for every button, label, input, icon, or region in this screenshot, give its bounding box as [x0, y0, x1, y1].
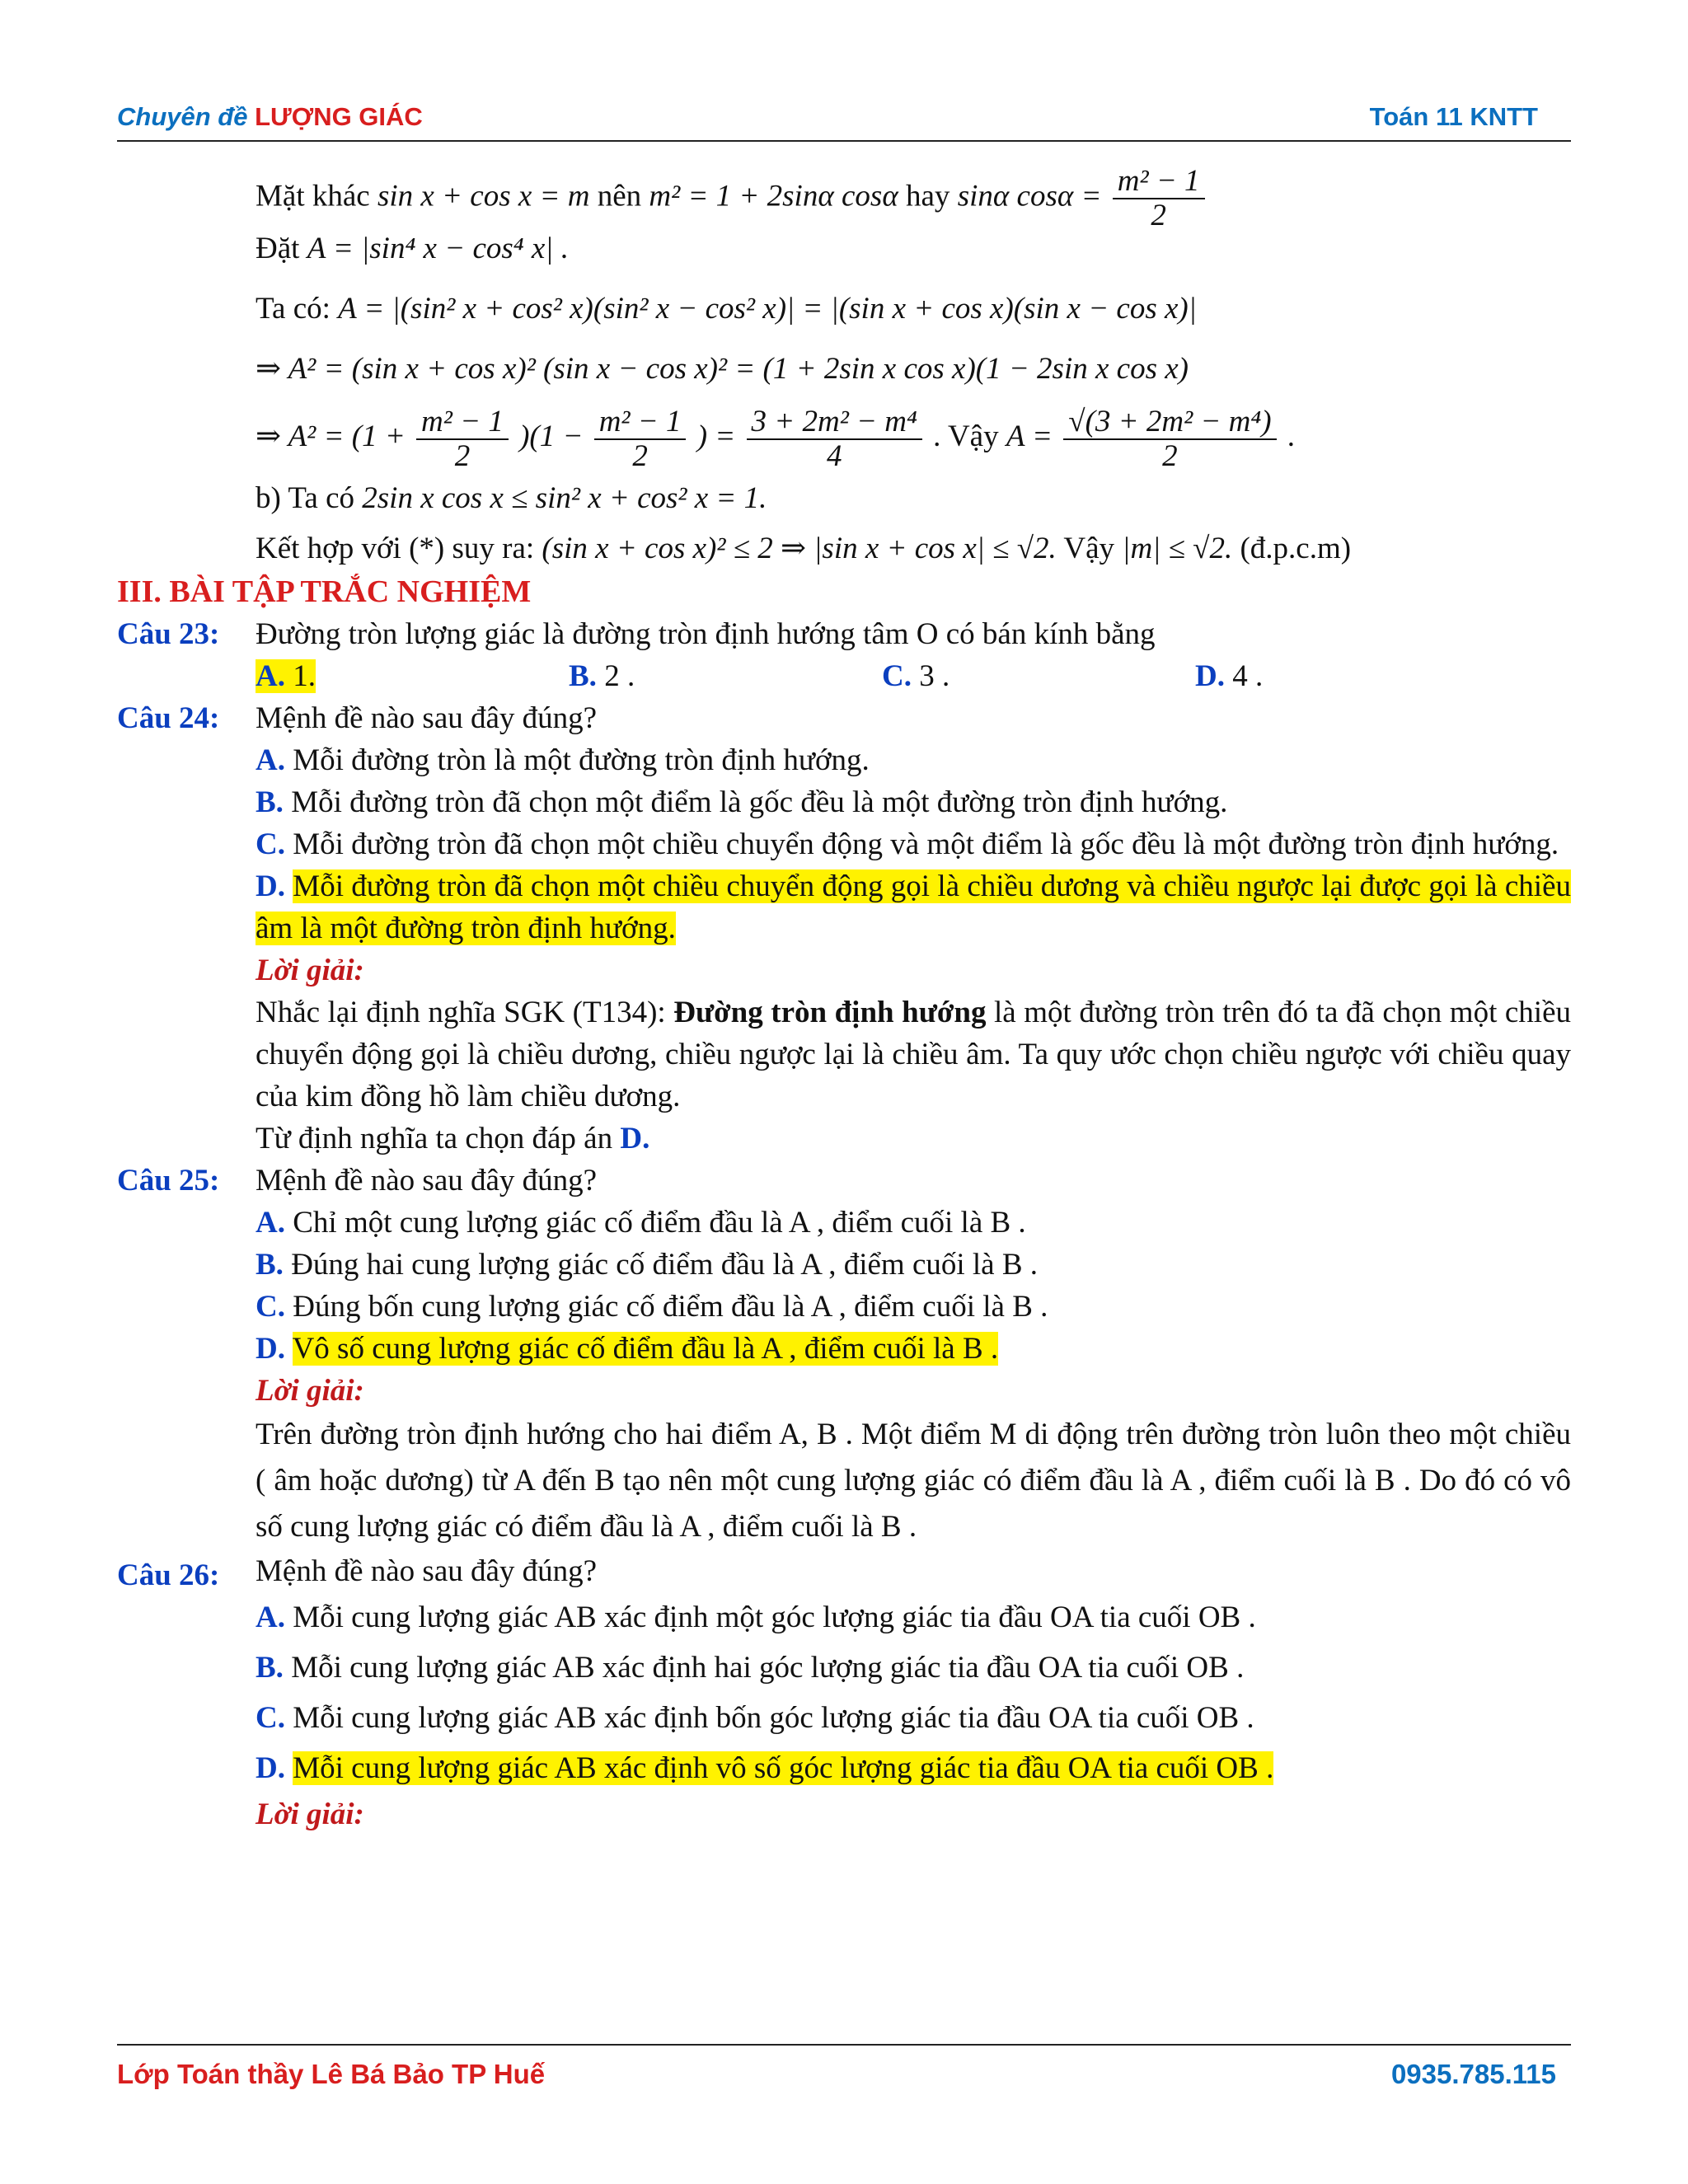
option-text: 3 .: [919, 659, 950, 693]
fraction-denominator: 2: [1151, 199, 1166, 232]
question-24: [117, 697, 1571, 1160]
solution-text: [256, 991, 1571, 1118]
fraction-numerator: m² − 1: [416, 405, 509, 440]
option-key: A.: [256, 1601, 285, 1634]
section-title: III. BÀI TẬP TRẮC NGHIỆM: [117, 574, 532, 609]
page-content: [117, 165, 1571, 1835]
fraction-numerator: m² − 1: [1113, 165, 1205, 199]
fraction: [416, 405, 509, 473]
proof-text: .: [1287, 419, 1296, 453]
math-expr: A = |sin⁴ x − cos⁴ x| .: [307, 232, 569, 265]
option-text: Đúng hai cung lượng giác cố điểm đầu là A , điểm cuối là B .: [291, 1248, 1039, 1282]
question-stem: Mệnh đề nào sau đây đúng?: [256, 701, 598, 735]
fraction-numerator: √(3 + 2m² − m⁴): [1063, 405, 1276, 440]
option-text: Mỗi cung lượng giác AB xác định hai góc lượng giác tia đầu OA tia cuối OB .: [291, 1651, 1245, 1685]
proof-line-2: [117, 227, 1571, 269]
solution-label: Lời giải:: [256, 1374, 364, 1408]
option-c[interactable]: [256, 1693, 1571, 1743]
solution-answer: D.: [620, 1122, 650, 1155]
option-text: Mỗi đường tròn đã chọn một chiều chuyển động và một điểm là gốc đều là một đường tròn định hướng.: [293, 827, 1559, 861]
fraction: [1113, 165, 1205, 232]
option-key: C.: [256, 827, 285, 861]
option-key: D.: [256, 1332, 285, 1366]
option-a[interactable]: [256, 655, 569, 697]
math-expr: )(1 −: [519, 419, 584, 453]
option-key: B.: [256, 1248, 284, 1282]
math-expr: sin x + cos x = m: [377, 179, 590, 213]
proof-text: Đặt: [256, 232, 300, 265]
proof-text: . Vậy: [933, 419, 999, 453]
option-text: 2 .: [604, 659, 635, 693]
option-key: A.: [256, 1206, 285, 1240]
fraction: [747, 405, 922, 473]
option-key: A.: [256, 659, 285, 693]
option-text: Mỗi đường tròn đã chọn một điểm là gốc đều là một đường tròn định hướng.: [291, 785, 1228, 819]
proof-text: Kết hợp với (*) suy ra:: [256, 532, 535, 565]
option-text: 1.: [293, 659, 316, 693]
option-text: Mỗi đường tròn đã chọn một chiều chuyển động gọi là chiều dương và chiều ngược lại được gọi là chiều âm là một đường tròn định hướng.: [256, 869, 1572, 945]
fraction-denominator: 2: [454, 438, 471, 473]
option-key: C.: [882, 659, 912, 693]
question-stem: Đường tròn lượng giác là đường tròn định hướng tâm O có bán kính bằng: [256, 617, 1156, 651]
proof-text: Mặt khác: [256, 179, 370, 213]
question-26: [117, 1550, 1571, 1835]
proof-line-4: [117, 348, 1571, 390]
proof-line-7: [117, 527, 1571, 569]
solution-label: Lời giải:: [256, 954, 364, 987]
solution-text: Trên đường tròn định hướng cho hai điểm A, B . Một điểm M di động trên đường tròn luôn theo một chiều ( âm hoặc dương) từ A đến B tạo nên một cung lượng giác có điểm đầu là A , điểm cuối là B . Do đó có vô số cung lượng giác có điểm đầu là A , điểm cuối là B .: [256, 1418, 1571, 1544]
math-expr: |m| ≤ √2.: [1122, 532, 1233, 565]
math-expr: m² = 1 + 2sinα cosα: [649, 179, 898, 213]
option-text: Đúng bốn cung lượng giác cố điểm đầu là A , điểm cuối là B .: [293, 1290, 1048, 1324]
option-c[interactable]: [256, 1286, 1571, 1328]
proof-text: Vậy: [1063, 532, 1115, 565]
proof-text: b) Ta có: [256, 481, 355, 515]
proof-text: hay: [906, 179, 950, 213]
header-topic-name: LƯỢNG GIÁC: [255, 102, 423, 131]
option-c[interactable]: [256, 823, 1571, 865]
answer-row: [256, 655, 1571, 697]
proof-line-3: [117, 288, 1571, 330]
option-b[interactable]: [569, 655, 882, 697]
fraction-numerator: 3 + 2m² − m⁴: [747, 405, 922, 440]
option-d[interactable]: [256, 1743, 1571, 1793]
header-course: Toán 11 KNTT: [1369, 102, 1538, 131]
option-key: B.: [256, 785, 284, 819]
question-label: Câu 25:: [117, 1164, 220, 1197]
option-text: Mỗi cung lượng giác AB xác định một góc lượng giác tia đầu OA tia cuối OB .: [293, 1601, 1256, 1634]
fraction-denominator: 2: [632, 438, 648, 473]
option-a[interactable]: [256, 739, 1571, 781]
fraction: [594, 405, 687, 473]
header-topic-prefix: Chuyên đề: [117, 102, 248, 131]
solution-label: Lời giải:: [256, 1797, 364, 1831]
math-expr: ⇒ A² = (sin x + cos x)² (sin x − cos x)² = (1 + 2sin x cos x)(1 − 2sin x cos x): [256, 352, 1189, 386]
option-a[interactable]: [256, 1592, 1571, 1643]
option-d[interactable]: [256, 1328, 1571, 1370]
option-text: Mỗi đường tròn là một đường tròn định hướng.: [293, 743, 870, 777]
header-topic: [117, 102, 423, 132]
option-key: C.: [256, 1290, 285, 1324]
question-stem: Mệnh đề nào sau đây đúng?: [256, 1554, 598, 1588]
question-25: [117, 1160, 1571, 1550]
proof-text: Ta có:: [256, 292, 331, 326]
question-label: Câu 23:: [117, 617, 220, 651]
math-expr: ) =: [696, 419, 736, 453]
option-d[interactable]: [256, 865, 1571, 949]
question-23: [117, 613, 1571, 697]
option-c[interactable]: [882, 655, 1195, 697]
math-expr: 2sin x cos x ≤ sin² x + cos² x = 1.: [362, 481, 767, 515]
proof-line-6: [117, 477, 1571, 519]
footer-phone: 0935.785.115: [1390, 2059, 1556, 2089]
fraction-denominator: 2: [1162, 438, 1178, 473]
proof-text: nên: [597, 179, 642, 213]
proof-line-5: [117, 400, 1571, 474]
option-key: D.: [256, 869, 285, 903]
option-key: D.: [256, 1751, 285, 1785]
option-d[interactable]: [1195, 655, 1508, 697]
option-key: B.: [569, 659, 597, 693]
option-text: Mỗi cung lượng giác AB xác định vô số góc lượng giác tia đầu OA tia cuối OB .: [293, 1751, 1274, 1785]
solution-conclusion: [256, 1118, 1571, 1160]
option-text: Mỗi cung lượng giác AB xác định bốn góc lượng giác tia đầu OA tia cuối OB .: [293, 1701, 1254, 1735]
option-a[interactable]: [256, 1202, 1571, 1244]
option-key: A.: [256, 743, 285, 777]
option-key: B.: [256, 1651, 284, 1685]
question-label: Câu 26:: [117, 1558, 220, 1592]
option-b[interactable]: [256, 1643, 1571, 1693]
option-b[interactable]: [256, 1244, 1571, 1286]
option-key: D.: [1195, 659, 1225, 693]
option-b[interactable]: [256, 781, 1571, 823]
fraction-denominator: 4: [826, 438, 842, 473]
page-footer: [117, 2044, 1571, 2095]
option-text: Chỉ một cung lượng giác cố điểm đầu là A , điểm cuối là B .: [293, 1206, 1026, 1240]
solution-term: Đường tròn định hướng: [673, 996, 987, 1029]
question-label: Câu 24:: [117, 701, 220, 735]
math-expr: sinα cosα =: [957, 179, 1102, 213]
option-key: C.: [256, 1701, 285, 1735]
math-expr: (sin x + cos x)² ≤ 2 ⇒ |sin x + cos x| ≤ √2.: [542, 532, 1057, 565]
math-expr: A = |(sin² x + cos² x)(sin² x − cos² x)| = |(sin x + cos x)(sin x − cos x)|: [338, 292, 1197, 326]
solution-text-part: Từ định nghĩa ta chọn đáp án: [256, 1122, 613, 1155]
proof-line-1: [117, 164, 1571, 232]
math-expr: A =: [1006, 419, 1053, 453]
solution-text-part: là một đường tròn trên đó ta đã chọn một chiều chuyển động gọi là chiều dương, chiều ngược lại là chiều âm. Ta quy ước chọn chiều ngược với chiều quay của kim đồng hồ làm chiều dương.: [256, 996, 1572, 1113]
page-header: [117, 97, 1571, 142]
footer-teacher: Lớp Toán thầy Lê Bá Bảo TP Huế: [117, 2059, 546, 2089]
question-stem: Mệnh đề nào sau đây đúng?: [256, 1164, 598, 1197]
solution-text-part: Nhắc lại định nghĩa SGK (T134):: [256, 996, 666, 1029]
option-text: 4 .: [1232, 659, 1264, 693]
option-text: Vô số cung lượng giác cố điểm đầu là A , điểm cuối là B .: [292, 1332, 999, 1366]
math-expr: ⇒ A² = (1 +: [256, 419, 406, 453]
fraction-numerator: m² − 1: [594, 405, 687, 440]
fraction: [1063, 405, 1276, 473]
proof-text: (đ.p.c.m): [1240, 532, 1352, 565]
